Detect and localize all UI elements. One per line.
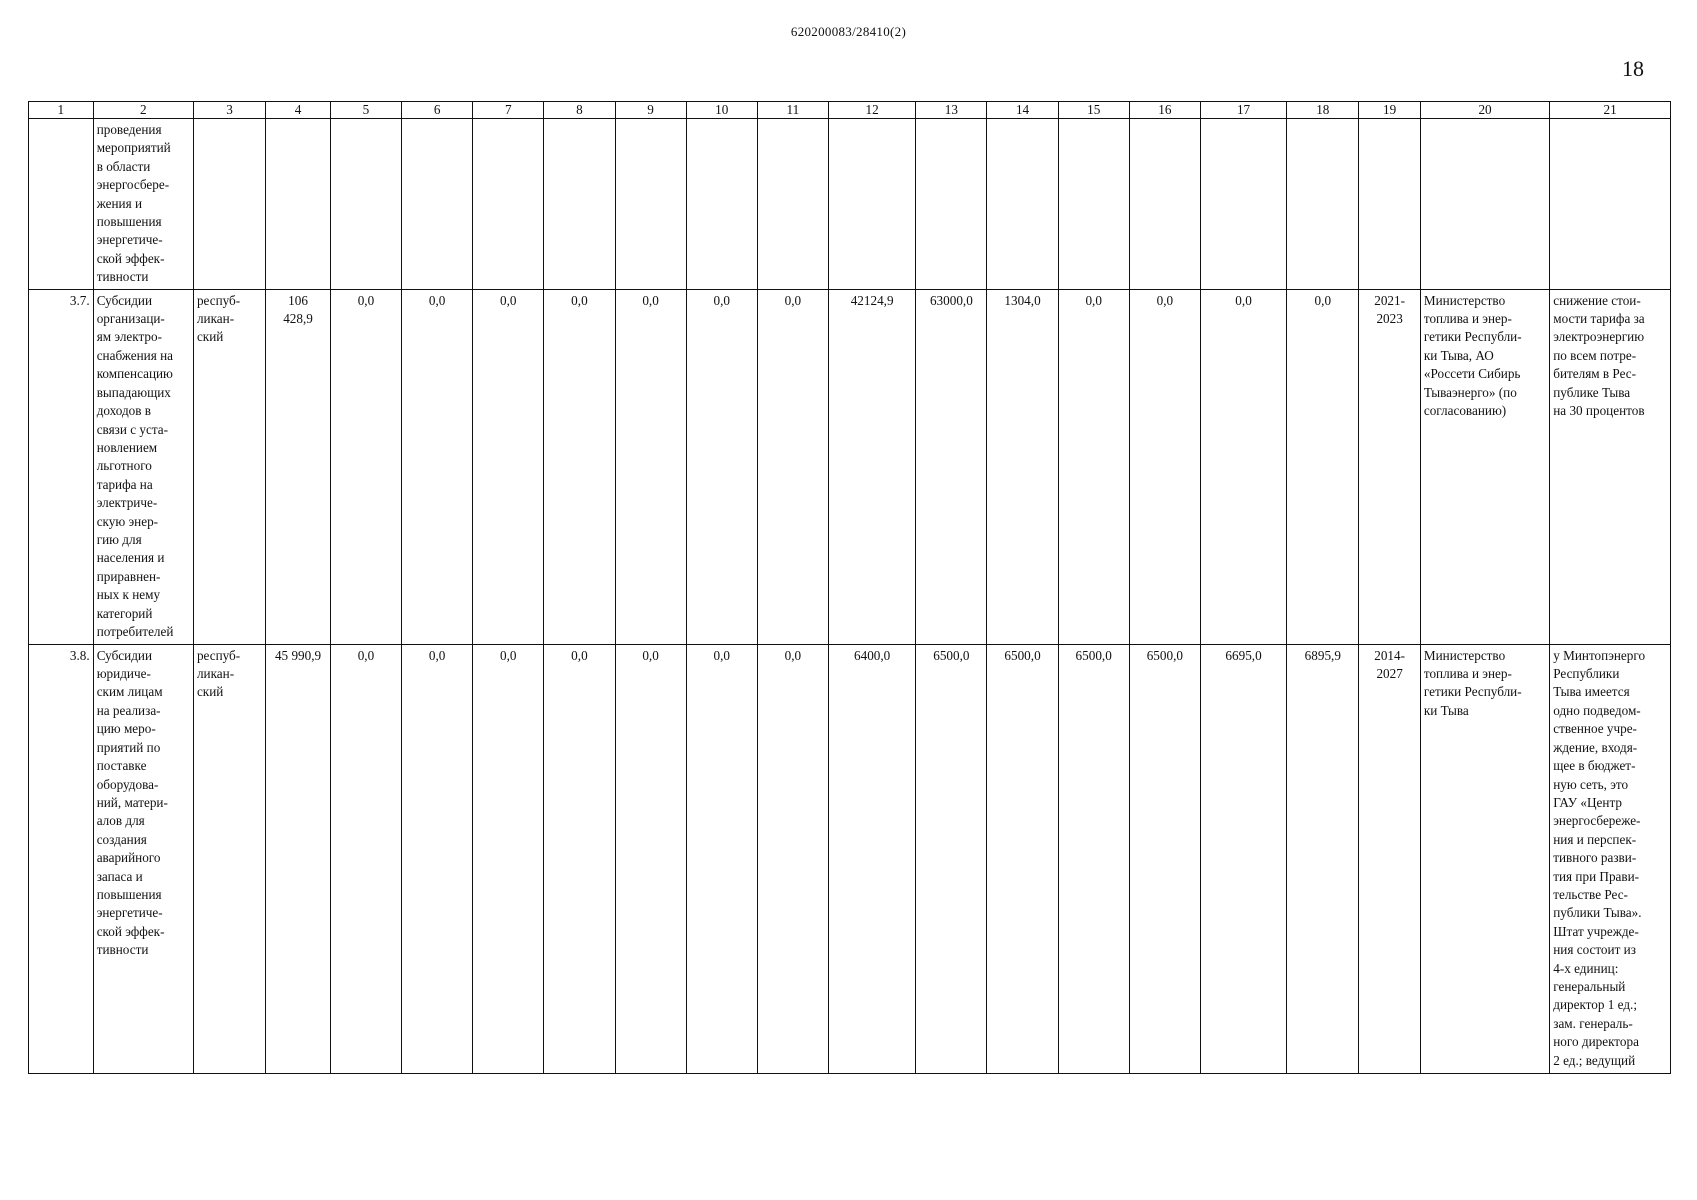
column-header: 12 [828, 102, 915, 119]
amount-cell: 0,0 [757, 289, 828, 644]
amount-cell [1058, 119, 1129, 290]
amount-cell [916, 119, 987, 290]
column-header: 5 [330, 102, 401, 119]
amount-cell [544, 119, 615, 290]
page-number: 18 [1622, 56, 1644, 81]
amount-cell [1200, 119, 1286, 290]
table-row-3-8 [29, 644, 1671, 1073]
amount-cell: 6500,0 [987, 644, 1058, 1073]
period-cell: 2014- 2027 [1359, 644, 1420, 1073]
amount-cell: 0,0 [544, 289, 615, 644]
result-cell: снижение стои- мости тарифа за электроэнергию по всем потре- бителям в Рес- публике Тыва на 30 процентов [1550, 289, 1671, 644]
amount-cell: 0,0 [757, 644, 828, 1073]
column-header: 14 [987, 102, 1058, 119]
column-header: 6 [402, 102, 473, 119]
amount-cell: 0,0 [686, 289, 757, 644]
budget-level-cell: респуб- ликан- ский [193, 289, 265, 644]
row-code-cell [29, 119, 94, 290]
amount-cell [330, 119, 401, 290]
result-cell [1550, 119, 1671, 290]
amount-cell: 0,0 [615, 289, 686, 644]
activity-name-cell: Субсидии юридиче- ским лицам на реализа- цию меро- приятий по поставке оборудова- ний, матери- алов для создания аварийного запаса и повышения энергетиче- ской эффек- тивности [93, 644, 193, 1073]
amount-cell: 0,0 [330, 289, 401, 644]
amount-cell: 6695,0 [1200, 644, 1286, 1073]
amount-cell [686, 119, 757, 290]
result-cell: у Минтопэнерго Республики Тыва имеется одно подведом- ственное учре- ждение, входя- щее в бюджет- ную сеть, это ГАУ «Центр энергосбереже- ния и перспек- тивного разви- тия при Прави- тельстве Рес- публики Тыва». Штат учрежде- ния состоит из 4-х единиц: генеральный директор 1 ед.; зам. генераль- ного директора 2 ед.; ведущий [1550, 644, 1671, 1073]
amount-cell: 6500,0 [1058, 644, 1129, 1073]
budget-level-cell: респуб- ликан- ский [193, 644, 265, 1073]
amount-cell [402, 119, 473, 290]
table-row-3-7 [29, 289, 1671, 644]
budget-level-cell [193, 119, 265, 290]
row-code-cell: 3.8. [29, 644, 94, 1073]
responsible-cell: Министерство топлива и энер- гетики Республи- ки Тыва [1420, 644, 1549, 1073]
column-header: 19 [1359, 102, 1420, 119]
column-number-row [29, 102, 1671, 119]
amount-cell: 1304,0 [987, 289, 1058, 644]
amount-cell: 0,0 [1129, 289, 1200, 644]
column-header: 15 [1058, 102, 1129, 119]
table-row-continuation [29, 119, 1671, 290]
amount-cell: 6400,0 [828, 644, 915, 1073]
amount-cell: 6500,0 [916, 644, 987, 1073]
responsible-cell: Министерство топлива и энер- гетики Республи- ки Тыва, АО «Россети Сибирь Тываэнерго» (по согласованию) [1420, 289, 1549, 644]
amount-cell [828, 119, 915, 290]
program-table [28, 101, 1671, 1074]
amount-cell: 0,0 [1058, 289, 1129, 644]
column-header: 8 [544, 102, 615, 119]
row-code-cell: 3.7. [29, 289, 94, 644]
amount-cell [757, 119, 828, 290]
total-amount-cell: 45 990,9 [266, 644, 331, 1073]
amount-cell: 63000,0 [916, 289, 987, 644]
column-header: 9 [615, 102, 686, 119]
amount-cell: 0,0 [402, 644, 473, 1073]
amount-cell: 0,0 [473, 644, 544, 1073]
amount-cell [1129, 119, 1200, 290]
amount-cell: 6895,9 [1287, 644, 1359, 1073]
total-amount-cell [266, 119, 331, 290]
column-header: 18 [1287, 102, 1359, 119]
amount-cell: 0,0 [330, 644, 401, 1073]
amount-cell: 0,0 [686, 644, 757, 1073]
column-header: 4 [266, 102, 331, 119]
amount-cell: 0,0 [615, 644, 686, 1073]
amount-cell: 6500,0 [1129, 644, 1200, 1073]
total-amount-cell: 106 428,9 [266, 289, 331, 644]
amount-cell [987, 119, 1058, 290]
document-number: 620200083/28410(2) [790, 24, 907, 39]
column-header: 20 [1420, 102, 1549, 119]
responsible-cell [1420, 119, 1549, 290]
column-header: 10 [686, 102, 757, 119]
amount-cell: 0,0 [544, 644, 615, 1073]
column-header: 17 [1200, 102, 1286, 119]
column-header: 3 [193, 102, 265, 119]
column-header: 11 [757, 102, 828, 119]
activity-name-cell: Субсидии организаци- ям электро- снабжения на компенсацию выпадающих доходов в связи с уста- новлением льготного тарифа на электриче- скую энер- гию для населения и приравнен- ных к нему категорий потребителей [93, 289, 193, 644]
activity-name-cell: проведения мероприятий в области энергосбере- жения и повышения энергетиче- ской эффек- тивности [93, 119, 193, 290]
amount-cell: 0,0 [1200, 289, 1286, 644]
amount-cell [615, 119, 686, 290]
amount-cell: 0,0 [402, 289, 473, 644]
amount-cell: 42124,9 [828, 289, 915, 644]
amount-cell: 0,0 [473, 289, 544, 644]
column-header: 7 [473, 102, 544, 119]
column-header: 2 [93, 102, 193, 119]
column-header: 21 [1550, 102, 1671, 119]
period-cell [1359, 119, 1420, 290]
column-header: 13 [916, 102, 987, 119]
amount-cell [1287, 119, 1359, 290]
amount-cell: 0,0 [1287, 289, 1359, 644]
period-cell: 2021- 2023 [1359, 289, 1420, 644]
column-header: 16 [1129, 102, 1200, 119]
column-header: 1 [29, 102, 94, 119]
amount-cell [473, 119, 544, 290]
